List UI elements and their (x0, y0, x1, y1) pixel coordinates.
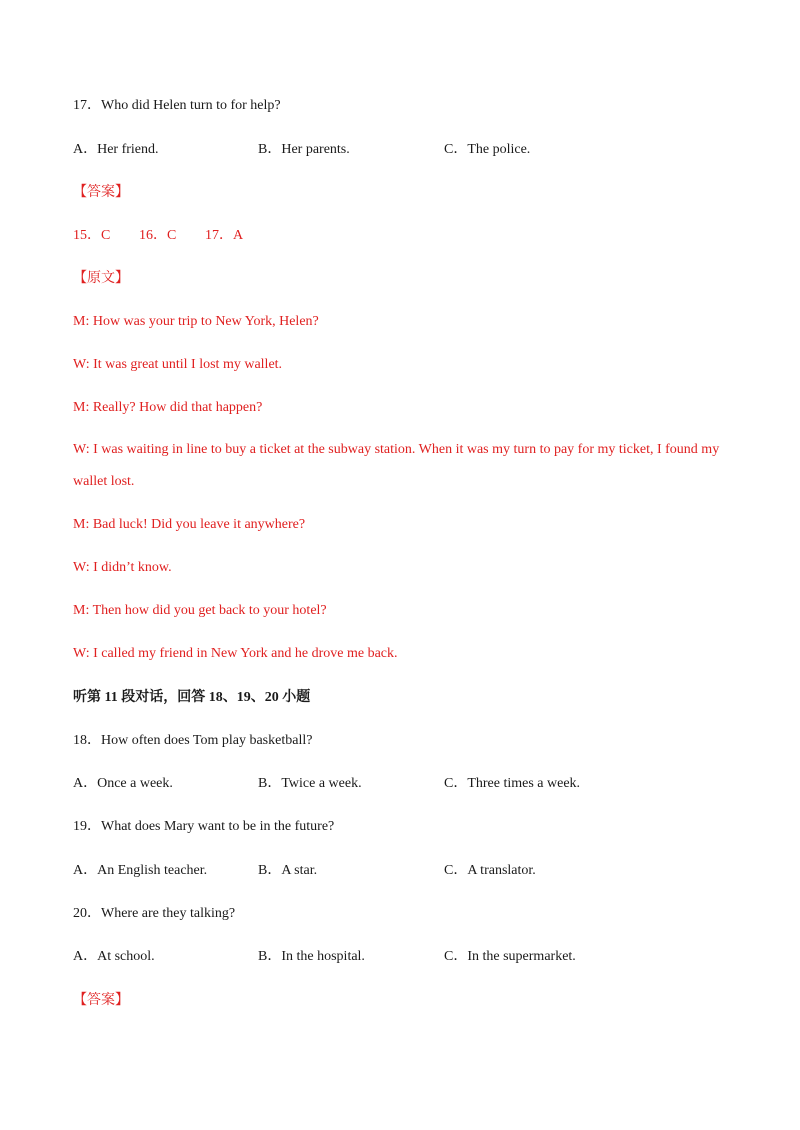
answer-17: 17．A (205, 228, 244, 243)
answer-15: 15．C (73, 228, 111, 243)
question-20-stem: 20．Where are they talking? (73, 906, 236, 921)
q17-option-a: A．Her friend. (73, 142, 159, 157)
section-heading: 听第 11 段对话，回答 18、19、20 小题 (73, 690, 311, 705)
q19-option-c: C．A translator. (444, 863, 536, 878)
question-17-options (0, 140, 800, 160)
question-18-options (0, 774, 800, 794)
dialogue-line-7: M: Then how did you get back to your hotel? (73, 603, 327, 618)
q18-option-b: B．Twice a week. (258, 776, 362, 791)
dialogue-line-1: M: How was your trip to New York, Helen? (73, 314, 319, 329)
q20-option-c: C．In the supermarket. (444, 949, 576, 964)
answer-label: 【答案】 (73, 185, 129, 200)
q20-option-a: A．At school. (73, 949, 155, 964)
answer-16: 16．C (139, 228, 177, 243)
dialogue-line-6: W: I didn’t know. (73, 560, 172, 575)
q20-option-b: B．In the hospital. (258, 949, 365, 964)
q17-option-b: B．Her parents. (258, 142, 350, 157)
q19-option-b: B．A star. (258, 863, 318, 878)
question-20-options (0, 947, 800, 967)
dialogue-line-4: W: I was waiting in line to buy a ticket at the subway station. When it was my turn to pay for my ticket, I found my wallet lost. (73, 442, 720, 489)
dialogue-line-5: M: Bad luck! Did you leave it anywhere? (73, 517, 306, 532)
question-19-stem: 19．What does Mary want to be in the future? (73, 819, 335, 834)
q17-option-c: C．The police. (444, 142, 531, 157)
dialogue-line-2: W: It was great until I lost my wallet. (73, 357, 283, 372)
q18-option-c: C．Three times a week. (444, 776, 581, 791)
question-17-stem: 17．Who did Helen turn to for help? (73, 98, 281, 113)
dialogue-line-8: W: I called my friend in New York and he drove me back. (73, 646, 398, 661)
question-18-stem: 18．How often does Tom play basketball? (73, 733, 313, 748)
q18-option-a: A．Once a week. (73, 776, 173, 791)
question-19-options (0, 861, 800, 881)
answer-label-2: 【答案】 (73, 993, 129, 1008)
script-label: 【原文】 (73, 271, 129, 286)
q19-option-a: A．An English teacher. (73, 863, 208, 878)
dialogue-line-3: M: Really? How did that happen? (73, 400, 263, 415)
answers-row (0, 226, 800, 246)
